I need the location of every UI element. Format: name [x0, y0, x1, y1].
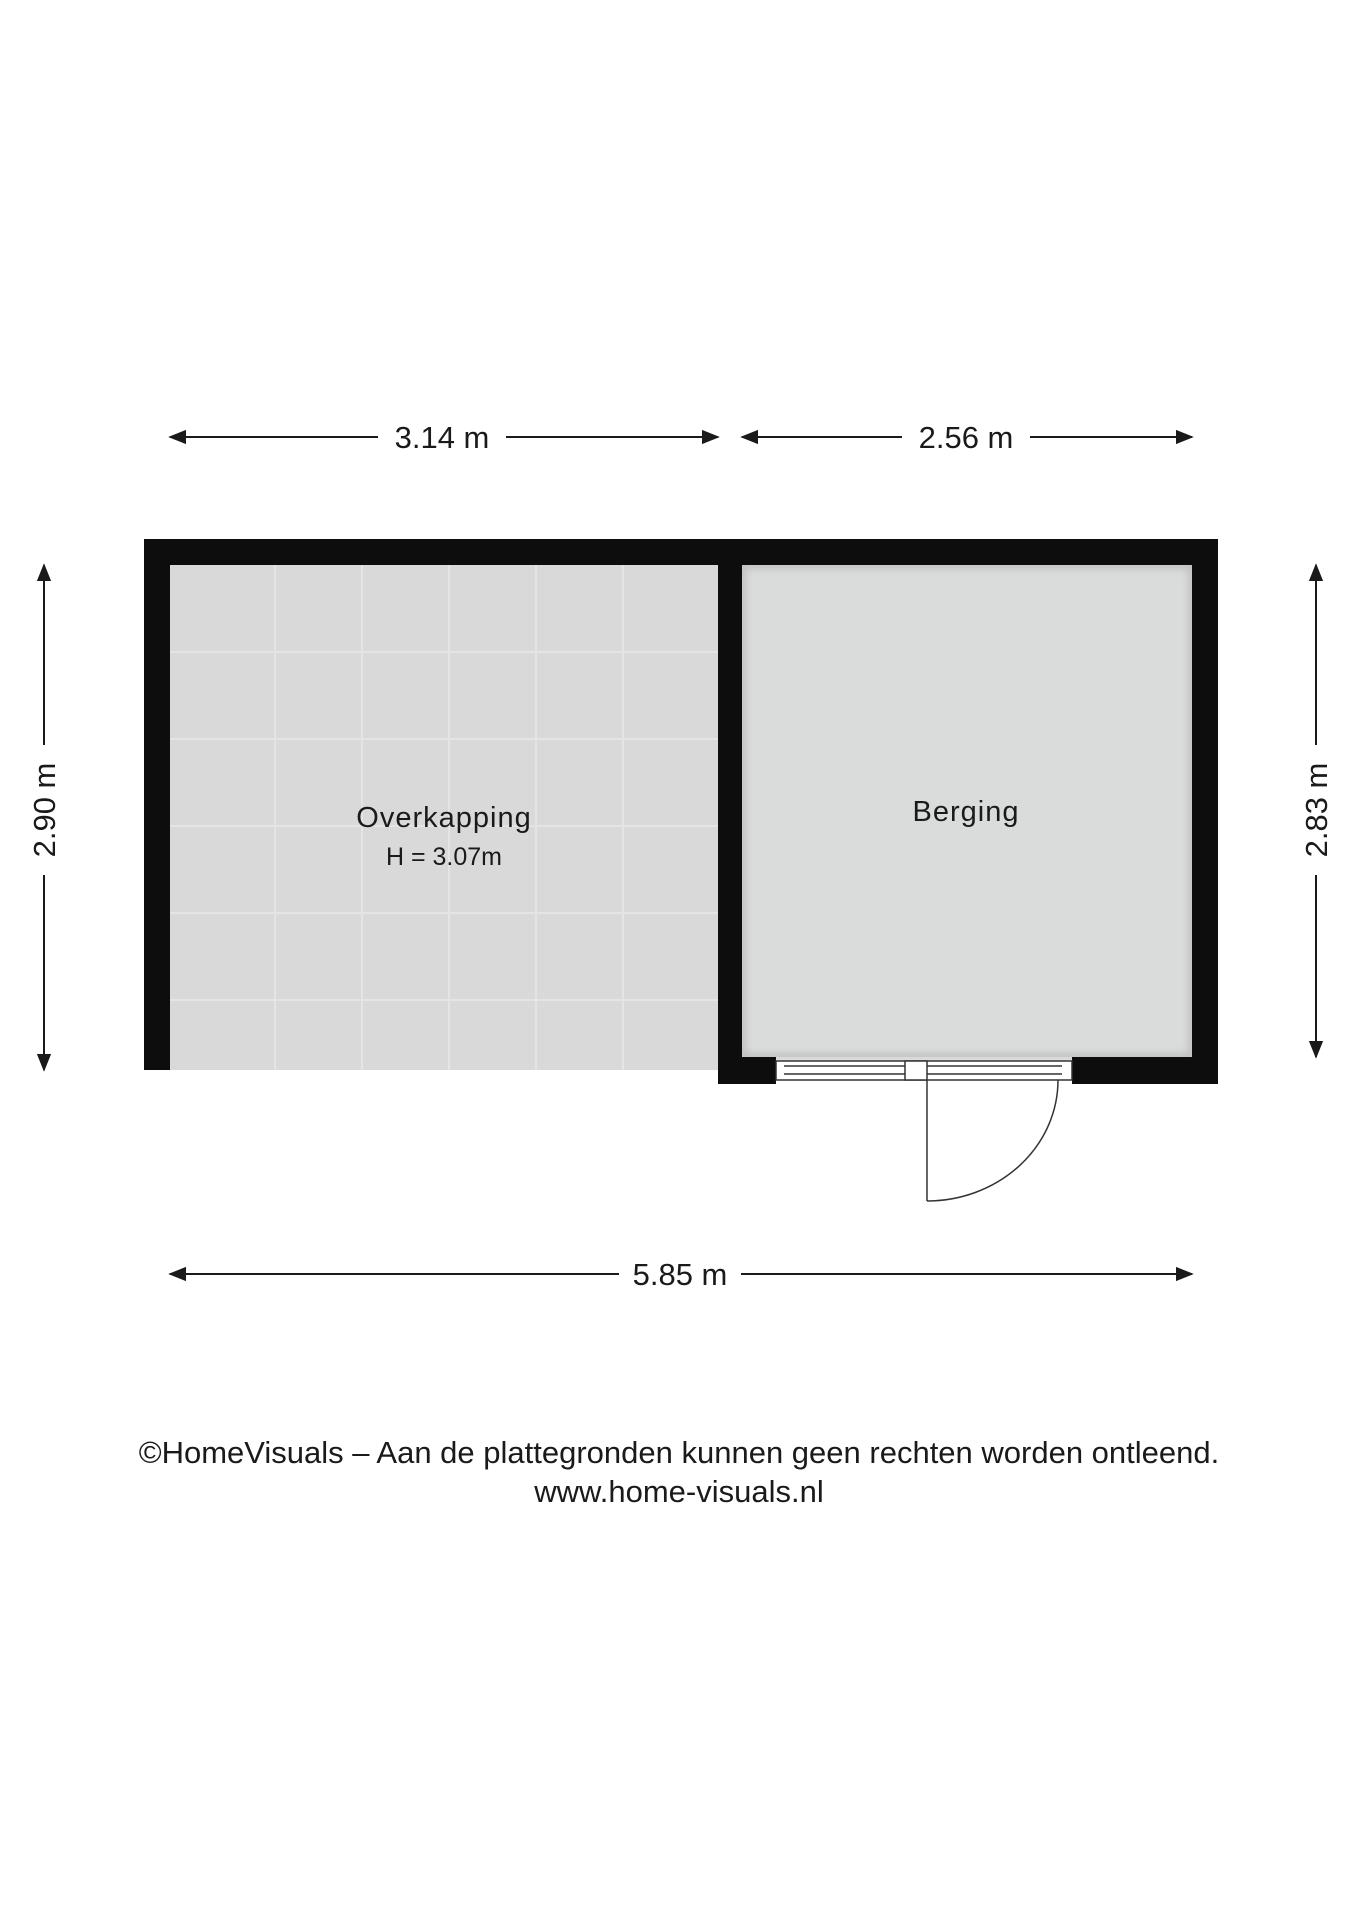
- dim-label-top-right: 2.56 m: [918, 420, 1014, 455]
- room-name-berging: Berging: [912, 796, 1020, 828]
- dim-label-right-height: 2.83 m: [1299, 762, 1334, 858]
- room-height-overkapping: H = 3.07m: [385, 843, 503, 871]
- wall-left: [144, 539, 170, 1070]
- wall-bottom-left-stub: [718, 1057, 776, 1084]
- door-swing: [927, 1080, 1058, 1201]
- door-frame: [776, 1061, 1072, 1080]
- copyright-notice: ©HomeVisuals – Aan de plattegronden kunnen geen rechten worden ontleend.: [138, 1435, 1220, 1470]
- dim-label-bottom-total: 5.85 m: [632, 1257, 728, 1292]
- wall-top: [144, 539, 1218, 565]
- wall-middle: [718, 539, 742, 1084]
- dim-label-left-height: 2.90 m: [27, 762, 62, 858]
- room-name-overkapping: Overkapping: [356, 802, 532, 834]
- dim-label-top-left: 3.14 m: [394, 420, 490, 455]
- wall-right: [1192, 539, 1218, 1084]
- wall-bottom-right-stub: [1072, 1057, 1218, 1084]
- website-link[interactable]: www.home-visuals.nl: [534, 1474, 824, 1509]
